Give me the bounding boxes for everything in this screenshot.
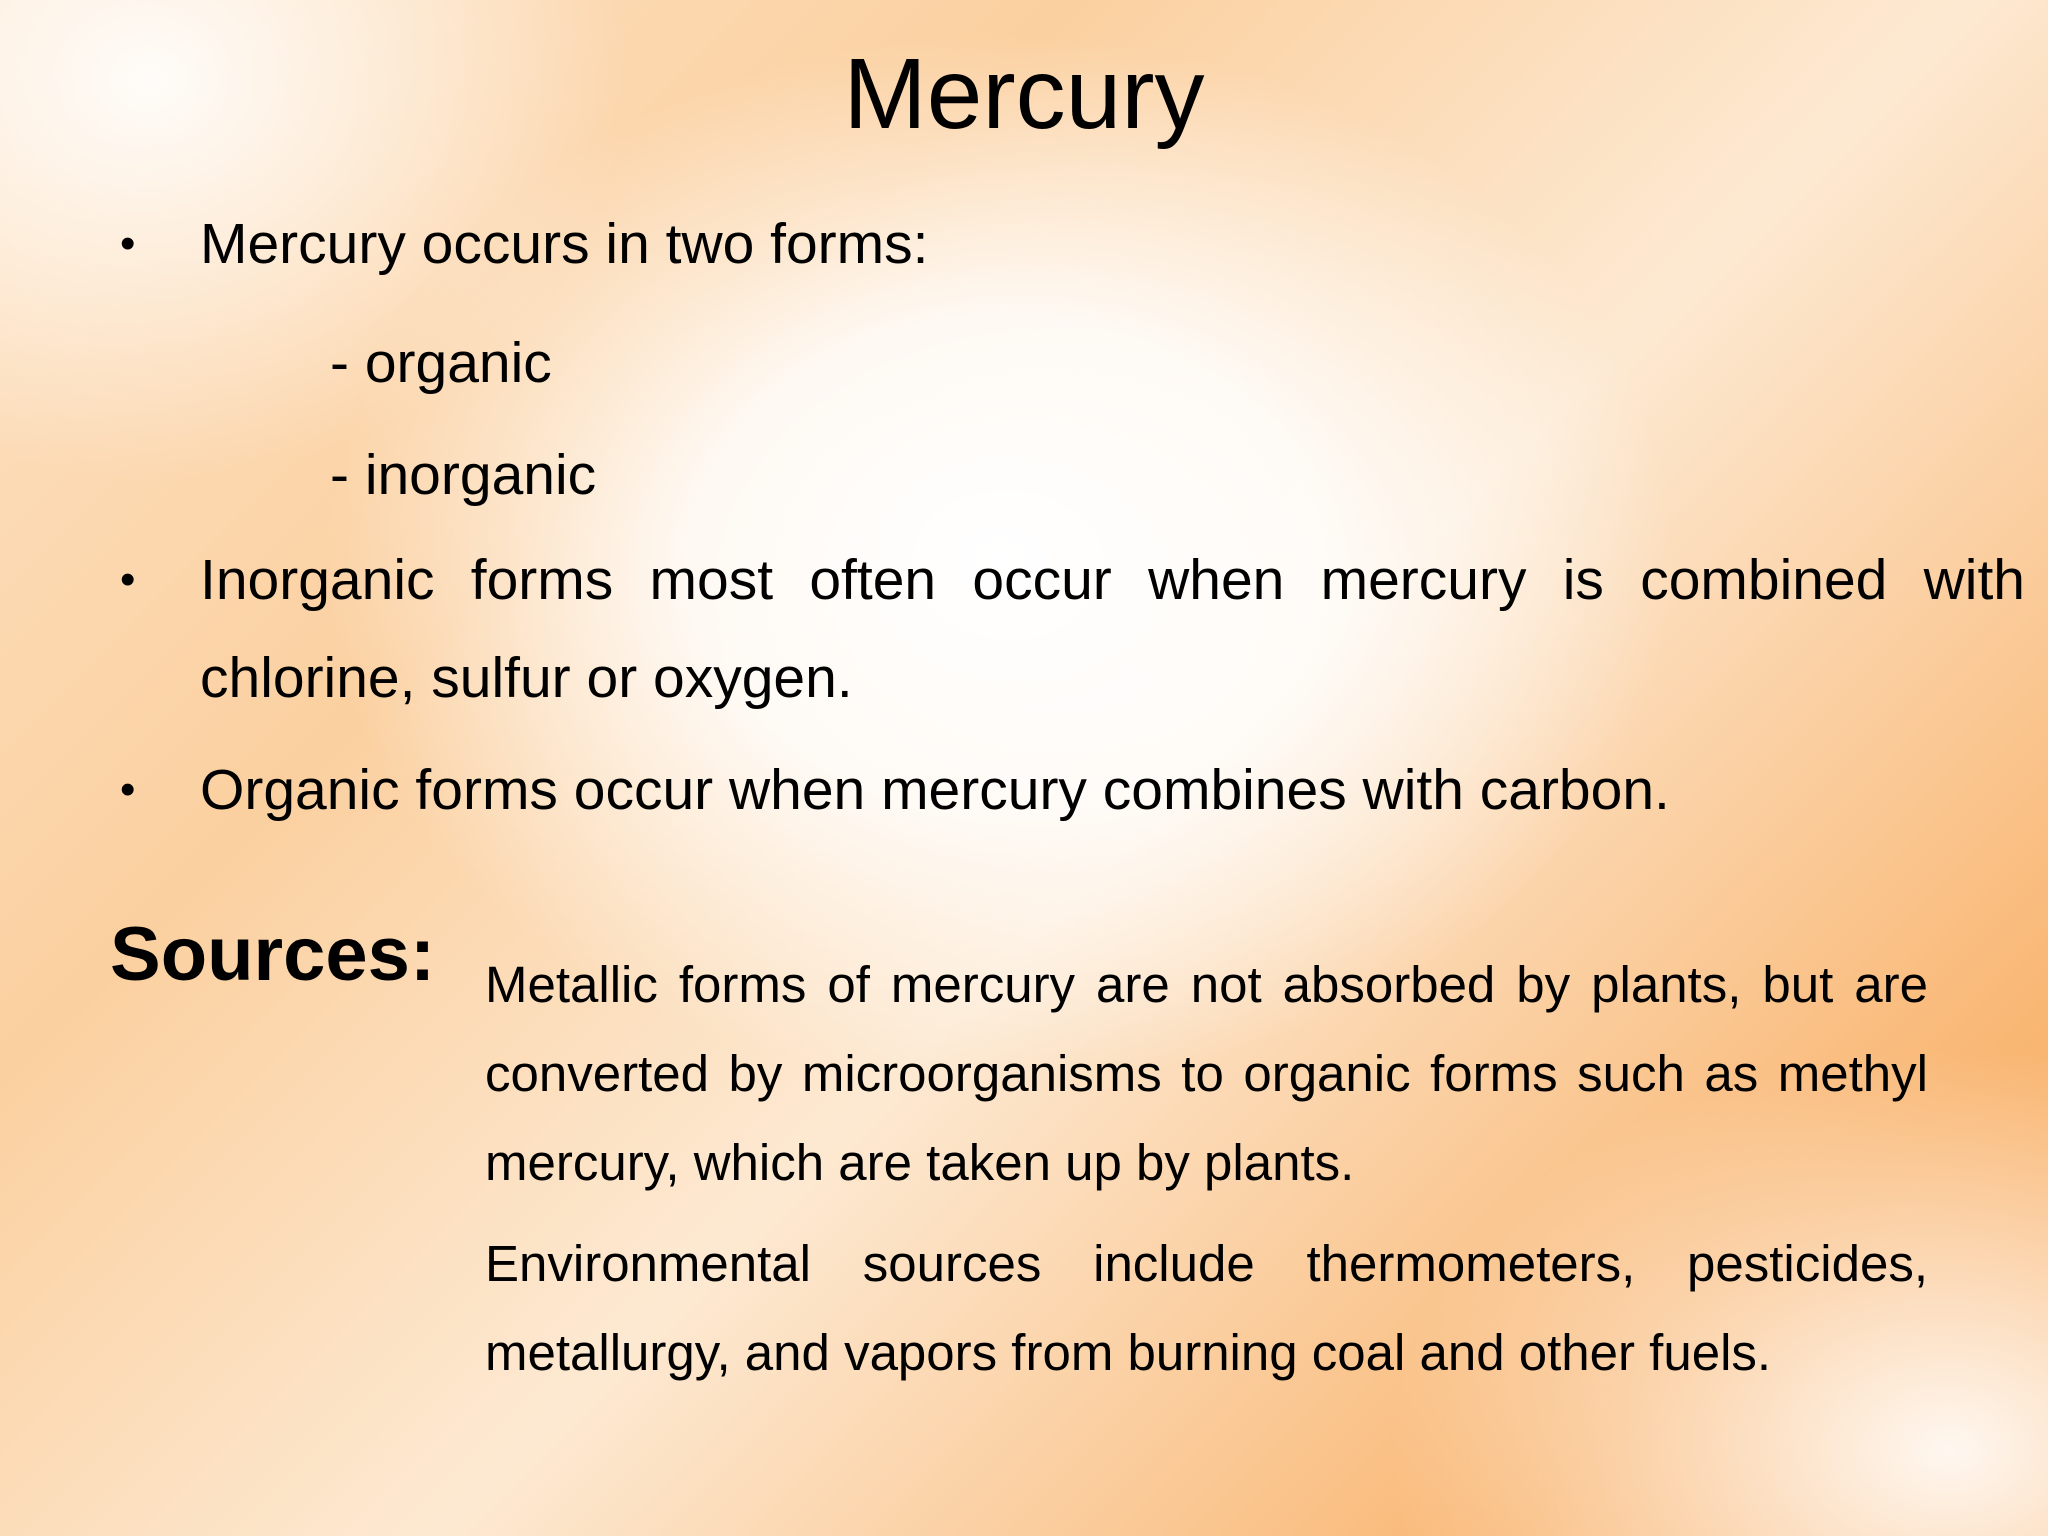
sub-item: - inorganic (330, 443, 597, 507)
sources-paragraph: Metallic forms of mercury are not absorbed by plants, but are converted by microorganisms to organic forms such as methyl mercury, which are taken up by plants. (485, 956, 1928, 1191)
bullet-item (120, 531, 2025, 727)
bullet-text: Organic forms occur when mercury combines with carbon. (200, 758, 1670, 822)
bullet-icon: • (120, 555, 136, 604)
bullet-text: Mercury occurs in two forms: (200, 212, 929, 276)
bullet-icon: • (120, 765, 136, 814)
bullet-list (120, 195, 2025, 853)
sources-heading: Sources: (110, 912, 436, 997)
bullet-icon: • (120, 219, 136, 268)
sub-item: - organic (330, 331, 552, 395)
bullet-text: Inorganic forms most often occur when mercury is combined with chlorine, sulfur or oxygen. (200, 548, 2025, 710)
bullet-item (120, 741, 1920, 839)
sources-paragraph: Environmental sources include thermometers, pesticides, metallurgy, and vapors from burning coal and other fuels. (485, 1235, 1928, 1381)
bullet-item (120, 195, 1920, 293)
slide-title: Mercury (843, 38, 1205, 150)
sources-body (485, 940, 1928, 1409)
